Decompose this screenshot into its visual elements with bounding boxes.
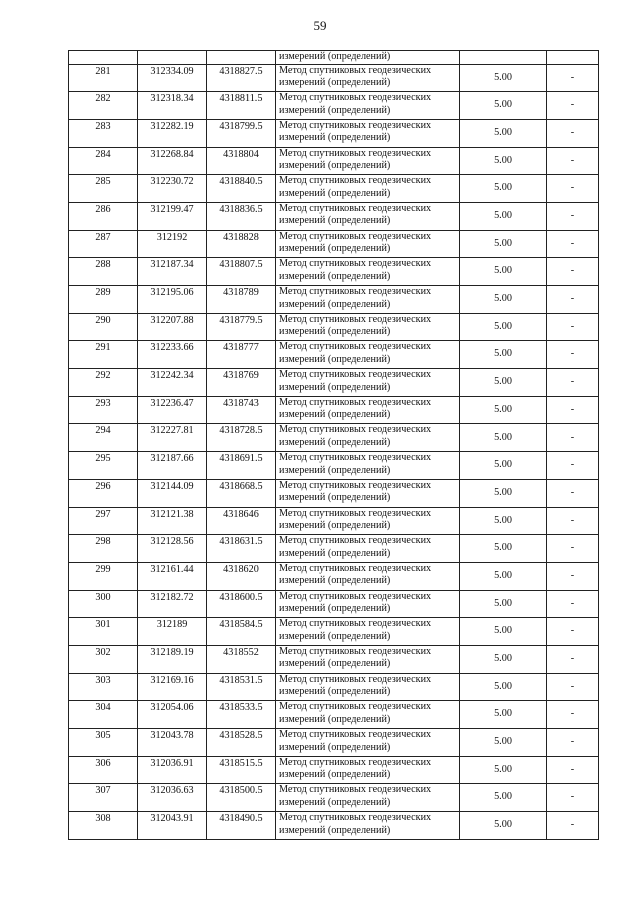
cell-number: 287 xyxy=(69,230,138,258)
cell-accuracy: 5.00 xyxy=(460,479,547,507)
cell-y: 4318620 xyxy=(207,562,276,590)
table-row xyxy=(69,535,599,563)
method-line: измерений (определений) xyxy=(279,326,391,338)
cell-method xyxy=(276,92,460,120)
cell-note: - xyxy=(547,119,599,147)
cell-accuracy: 5.00 xyxy=(460,202,547,230)
table-row xyxy=(69,147,599,175)
cell-note: - xyxy=(547,701,599,729)
cell-method xyxy=(276,369,460,397)
cell-note: - xyxy=(547,452,599,480)
cell-method xyxy=(276,507,460,535)
cell-note: - xyxy=(547,64,599,92)
cell-method xyxy=(276,784,460,812)
page-number: 59 xyxy=(313,18,327,33)
cell-method xyxy=(276,645,460,673)
cell-y: 4318743 xyxy=(207,396,276,424)
method-line: измерений (определений) xyxy=(279,270,391,282)
cell-method xyxy=(276,729,460,757)
cell-method xyxy=(276,756,460,784)
cell-x: 312189.19 xyxy=(138,645,207,673)
cell-note: - xyxy=(547,812,599,840)
cell-note: - xyxy=(547,341,599,369)
continuation-row xyxy=(69,51,599,65)
table-row xyxy=(69,618,599,646)
method-line: Метод спутниковых геодезических xyxy=(279,119,432,131)
method-line: измерений (определений) xyxy=(279,160,391,172)
cell-method xyxy=(276,119,460,147)
cell-number: 288 xyxy=(69,258,138,286)
method-line: измерений (определений) xyxy=(279,215,391,227)
cell-y: 4318769 xyxy=(207,369,276,397)
cell-accuracy: 5.00 xyxy=(460,341,547,369)
cell-y: 4318515.5 xyxy=(207,756,276,784)
method-line: Метод спутниковых геодезических xyxy=(279,92,432,104)
method-line: Метод спутниковых геодезических xyxy=(279,507,432,519)
cell-accuracy: 5.00 xyxy=(460,590,547,618)
method-line: измерений (определений) xyxy=(279,547,391,559)
cell-accuracy: 5.00 xyxy=(460,507,547,535)
table-row xyxy=(69,452,599,480)
cell-x: 312192 xyxy=(138,230,207,258)
cell-number: 302 xyxy=(69,645,138,673)
cell-y: 4318777 xyxy=(207,341,276,369)
cell-y: 4318840.5 xyxy=(207,175,276,203)
cell-y: 4318836.5 xyxy=(207,202,276,230)
method-line: Метод спутниковых геодезических xyxy=(279,230,432,242)
table-row xyxy=(69,756,599,784)
cell-x: 312169.16 xyxy=(138,673,207,701)
cell-number: 304 xyxy=(69,701,138,729)
cell-x: 312227.81 xyxy=(138,424,207,452)
method-line: измерений (определений) xyxy=(279,187,391,199)
cell-number: 303 xyxy=(69,673,138,701)
cell-x: 312207.88 xyxy=(138,313,207,341)
cell-note: - xyxy=(547,286,599,314)
method-line: измерений (определений) xyxy=(279,298,391,310)
table-row xyxy=(69,119,599,147)
method-line: измерений (определений) xyxy=(279,741,391,753)
cell-number: 282 xyxy=(69,92,138,120)
cell-x: 312121.38 xyxy=(138,507,207,535)
cell-y: 4318804 xyxy=(207,147,276,175)
cell-note: - xyxy=(547,258,599,286)
method-line: Метод спутниковых геодезических xyxy=(279,424,432,436)
cell-y: 4318728.5 xyxy=(207,424,276,452)
cell-accuracy: 5.00 xyxy=(460,562,547,590)
cell-note: - xyxy=(547,729,599,757)
cell-method xyxy=(276,202,460,230)
cell-number: 301 xyxy=(69,618,138,646)
cell-method xyxy=(276,452,460,480)
cell-x: 312161.44 xyxy=(138,562,207,590)
cell-y: 4318646 xyxy=(207,507,276,535)
table-row xyxy=(69,507,599,535)
table-row xyxy=(69,645,599,673)
method-line: измерений (определений) xyxy=(279,575,391,587)
method-line: измерений (определений) xyxy=(279,381,391,393)
method-line: Метод спутниковых геодезических xyxy=(279,202,432,214)
cell-x: 312236.47 xyxy=(138,396,207,424)
method-line: Метод спутниковых геодезических xyxy=(279,313,432,325)
cell-x: 312043.78 xyxy=(138,729,207,757)
coordinates-table xyxy=(68,50,599,840)
method-line: измерений (определений) xyxy=(279,686,391,698)
table-row xyxy=(69,590,599,618)
cell-x: 312036.91 xyxy=(138,756,207,784)
cell-y: 4318811.5 xyxy=(207,92,276,120)
cell-note: - xyxy=(547,313,599,341)
cell-y: 4318691.5 xyxy=(207,452,276,480)
cell-method xyxy=(276,258,460,286)
cell-method xyxy=(276,590,460,618)
method-line: измерений (определений) xyxy=(279,658,391,670)
cell-accuracy: 5.00 xyxy=(460,812,547,840)
cell-accuracy: 5.00 xyxy=(460,784,547,812)
table-row xyxy=(69,92,599,120)
cell-method xyxy=(276,313,460,341)
table-row xyxy=(69,230,599,258)
method-line: Метод спутниковых геодезических xyxy=(279,258,432,270)
cell-accuracy: 5.00 xyxy=(460,147,547,175)
method-line: Метод спутниковых геодезических xyxy=(279,64,432,76)
coordinates-table-body xyxy=(69,51,599,840)
cell-x: 312054.06 xyxy=(138,701,207,729)
method-line: измерений (определений) xyxy=(279,243,391,255)
cell-note: - xyxy=(547,507,599,535)
method-line: измерений (определений) xyxy=(279,603,391,615)
cell-x: 312182.72 xyxy=(138,590,207,618)
method-line: Метод спутниковых геодезических xyxy=(279,479,432,491)
cell-note: - xyxy=(547,756,599,784)
table-row xyxy=(69,286,599,314)
method-line: Метод спутниковых геодезических xyxy=(279,535,432,547)
cell-method xyxy=(276,562,460,590)
cell-accuracy: 5.00 xyxy=(460,92,547,120)
table-row xyxy=(69,673,599,701)
table-row xyxy=(69,701,599,729)
cell-accuracy: 5.00 xyxy=(460,424,547,452)
cell-accuracy: 5.00 xyxy=(460,452,547,480)
cell-accuracy: 5.00 xyxy=(460,258,547,286)
cell-method xyxy=(276,341,460,369)
cell-accuracy: 5.00 xyxy=(460,64,547,92)
cell-method xyxy=(276,424,460,452)
method-line: Метод спутниковых геодезических xyxy=(279,812,432,824)
table-row xyxy=(69,479,599,507)
cell-note: - xyxy=(547,230,599,258)
cell-number: 300 xyxy=(69,590,138,618)
method-line: Метод спутниковых геодезических xyxy=(279,673,432,685)
cell-number: 286 xyxy=(69,202,138,230)
cell-note: - xyxy=(547,92,599,120)
cell-number: 306 xyxy=(69,756,138,784)
cell-number: 307 xyxy=(69,784,138,812)
cell-note xyxy=(547,51,599,65)
cell-note: - xyxy=(547,562,599,590)
method-line: измерений (определений) xyxy=(279,353,391,365)
method-line: измерений (определений) xyxy=(279,409,391,421)
cell-number: 298 xyxy=(69,535,138,563)
cell-number: 294 xyxy=(69,424,138,452)
cell-y: 4318500.5 xyxy=(207,784,276,812)
table-row xyxy=(69,175,599,203)
cell-y: 4318600.5 xyxy=(207,590,276,618)
table-row xyxy=(69,784,599,812)
cell-y: 4318668.5 xyxy=(207,479,276,507)
cell-number: 299 xyxy=(69,562,138,590)
table-row xyxy=(69,341,599,369)
cell-x: 312144.09 xyxy=(138,479,207,507)
method-line: Метод спутниковых геодезических xyxy=(279,396,432,408)
cell-accuracy: 5.00 xyxy=(460,701,547,729)
cell-accuracy: 5.00 xyxy=(460,286,547,314)
cell-accuracy: 5.00 xyxy=(460,313,547,341)
table-row xyxy=(69,812,599,840)
method-line: измерений (определений) xyxy=(279,132,391,144)
cell-accuracy xyxy=(460,51,547,65)
cell-note: - xyxy=(547,673,599,701)
cell-x: 312318.34 xyxy=(138,92,207,120)
cell-note: - xyxy=(547,535,599,563)
cell-accuracy: 5.00 xyxy=(460,230,547,258)
cell-accuracy: 5.00 xyxy=(460,175,547,203)
method-line: Метод спутниковых геодезических xyxy=(279,341,432,353)
table-row xyxy=(69,369,599,397)
cell-number: 308 xyxy=(69,812,138,840)
method-line: Метод спутниковых геодезических xyxy=(279,729,432,740)
cell-number: 289 xyxy=(69,286,138,314)
cell-note: - xyxy=(547,202,599,230)
cell-y: 4318531.5 xyxy=(207,673,276,701)
method-line: Метод спутниковых геодезических xyxy=(279,562,432,574)
cell-x: 312043.91 xyxy=(138,812,207,840)
method-line: измерений (определений) xyxy=(279,104,391,116)
cell-accuracy: 5.00 xyxy=(460,369,547,397)
cell-y: 4318827.5 xyxy=(207,64,276,92)
cell-accuracy: 5.00 xyxy=(460,673,547,701)
cell-method xyxy=(276,812,460,840)
table-row xyxy=(69,202,599,230)
cell-x: 312334.09 xyxy=(138,64,207,92)
cell-x: 312195.06 xyxy=(138,286,207,314)
table-row xyxy=(69,396,599,424)
method-line: Метод спутниковых геодезических xyxy=(279,590,432,602)
cell-accuracy: 5.00 xyxy=(460,396,547,424)
cell-number: 290 xyxy=(69,313,138,341)
cell-x: 312128.56 xyxy=(138,535,207,563)
cell-method xyxy=(276,147,460,175)
cell-x: 312187.34 xyxy=(138,258,207,286)
cell-number xyxy=(69,51,138,65)
cell-x: 312242.34 xyxy=(138,369,207,397)
cell-method xyxy=(276,175,460,203)
method-line: Метод спутниковых геодезических xyxy=(279,175,432,187)
method-line: измерений (определений) xyxy=(279,630,391,642)
method-line: измерений (определений) xyxy=(279,77,391,88)
cell-method xyxy=(276,286,460,314)
cell-x: 312233.66 xyxy=(138,341,207,369)
cell-accuracy: 5.00 xyxy=(460,756,547,784)
cell-x: 312036.63 xyxy=(138,784,207,812)
cell-method xyxy=(276,64,460,92)
table-row xyxy=(69,258,599,286)
method-line: Метод спутниковых геодезических xyxy=(279,756,432,768)
cell-accuracy: 5.00 xyxy=(460,119,547,147)
method-line: измерений (определений) xyxy=(279,520,391,531)
table-row xyxy=(69,424,599,452)
method-line: Метод спутниковых геодезических xyxy=(279,452,432,464)
method-line: Метод спутниковых геодезических xyxy=(279,286,432,297)
cell-note: - xyxy=(547,645,599,673)
cell-number: 296 xyxy=(69,479,138,507)
cell-number: 285 xyxy=(69,175,138,203)
cell-number: 283 xyxy=(69,119,138,147)
method-line: измерений (определений) xyxy=(279,769,391,781)
table-row xyxy=(69,562,599,590)
cell-y: 4318807.5 xyxy=(207,258,276,286)
cell-x xyxy=(138,51,207,65)
method-line: измерений (определений) xyxy=(279,492,391,504)
cell-y: 4318528.5 xyxy=(207,729,276,757)
cell-note: - xyxy=(547,784,599,812)
method-line: измерений (определений) xyxy=(279,713,391,725)
cell-number: 284 xyxy=(69,147,138,175)
cell-accuracy: 5.00 xyxy=(460,618,547,646)
cell-note: - xyxy=(547,396,599,424)
cell-x: 312199.47 xyxy=(138,202,207,230)
cell-accuracy: 5.00 xyxy=(460,535,547,563)
cell-note: - xyxy=(547,175,599,203)
cell-note: - xyxy=(547,479,599,507)
cell-x: 312189 xyxy=(138,618,207,646)
cell-number: 292 xyxy=(69,369,138,397)
method-line: измерений (определений) xyxy=(279,436,391,448)
cell-y xyxy=(207,51,276,65)
cell-note: - xyxy=(547,590,599,618)
cell-x: 312282.19 xyxy=(138,119,207,147)
cell-number: 281 xyxy=(69,64,138,92)
cell-y: 4318631.5 xyxy=(207,535,276,563)
cell-y: 4318584.5 xyxy=(207,618,276,646)
cell-method xyxy=(276,479,460,507)
cell-number: 291 xyxy=(69,341,138,369)
table-row xyxy=(69,313,599,341)
cell-accuracy: 5.00 xyxy=(460,729,547,757)
cell-note: - xyxy=(547,424,599,452)
cell-method xyxy=(276,396,460,424)
cell-number: 295 xyxy=(69,452,138,480)
cell-method: измерений (определений) xyxy=(276,51,460,65)
cell-number: 293 xyxy=(69,396,138,424)
cell-y: 4318490.5 xyxy=(207,812,276,840)
method-line: Метод спутниковых геодезических xyxy=(279,784,432,796)
table-row xyxy=(69,729,599,757)
cell-note: - xyxy=(547,618,599,646)
cell-y: 4318799.5 xyxy=(207,119,276,147)
cell-number: 305 xyxy=(69,729,138,757)
cell-method xyxy=(276,673,460,701)
method-line: Метод спутниковых геодезических xyxy=(279,147,432,159)
method-line: Метод спутниковых геодезических xyxy=(279,618,432,630)
cell-method xyxy=(276,230,460,258)
method-line: Метод спутниковых геодезических xyxy=(279,645,432,657)
cell-y: 4318828 xyxy=(207,230,276,258)
cell-x: 312187.66 xyxy=(138,452,207,480)
cell-y: 4318533.5 xyxy=(207,701,276,729)
cell-method xyxy=(276,701,460,729)
method-line: измерений (определений) xyxy=(279,464,391,476)
method-line: Метод спутниковых геодезических xyxy=(279,701,432,713)
cell-note: - xyxy=(547,369,599,397)
cell-method xyxy=(276,618,460,646)
method-line: Метод спутниковых геодезических xyxy=(279,369,432,381)
table-row xyxy=(69,64,599,92)
cell-y: 4318552 xyxy=(207,645,276,673)
cell-accuracy: 5.00 xyxy=(460,645,547,673)
method-line: измерений (определений) xyxy=(279,796,391,808)
cell-x: 312230.72 xyxy=(138,175,207,203)
cell-y: 4318789 xyxy=(207,286,276,314)
cell-method xyxy=(276,535,460,563)
method-line: измерений (определений) xyxy=(279,824,391,836)
cell-note: - xyxy=(547,147,599,175)
cell-number: 297 xyxy=(69,507,138,535)
cell-y: 4318779.5 xyxy=(207,313,276,341)
cell-x: 312268.84 xyxy=(138,147,207,175)
